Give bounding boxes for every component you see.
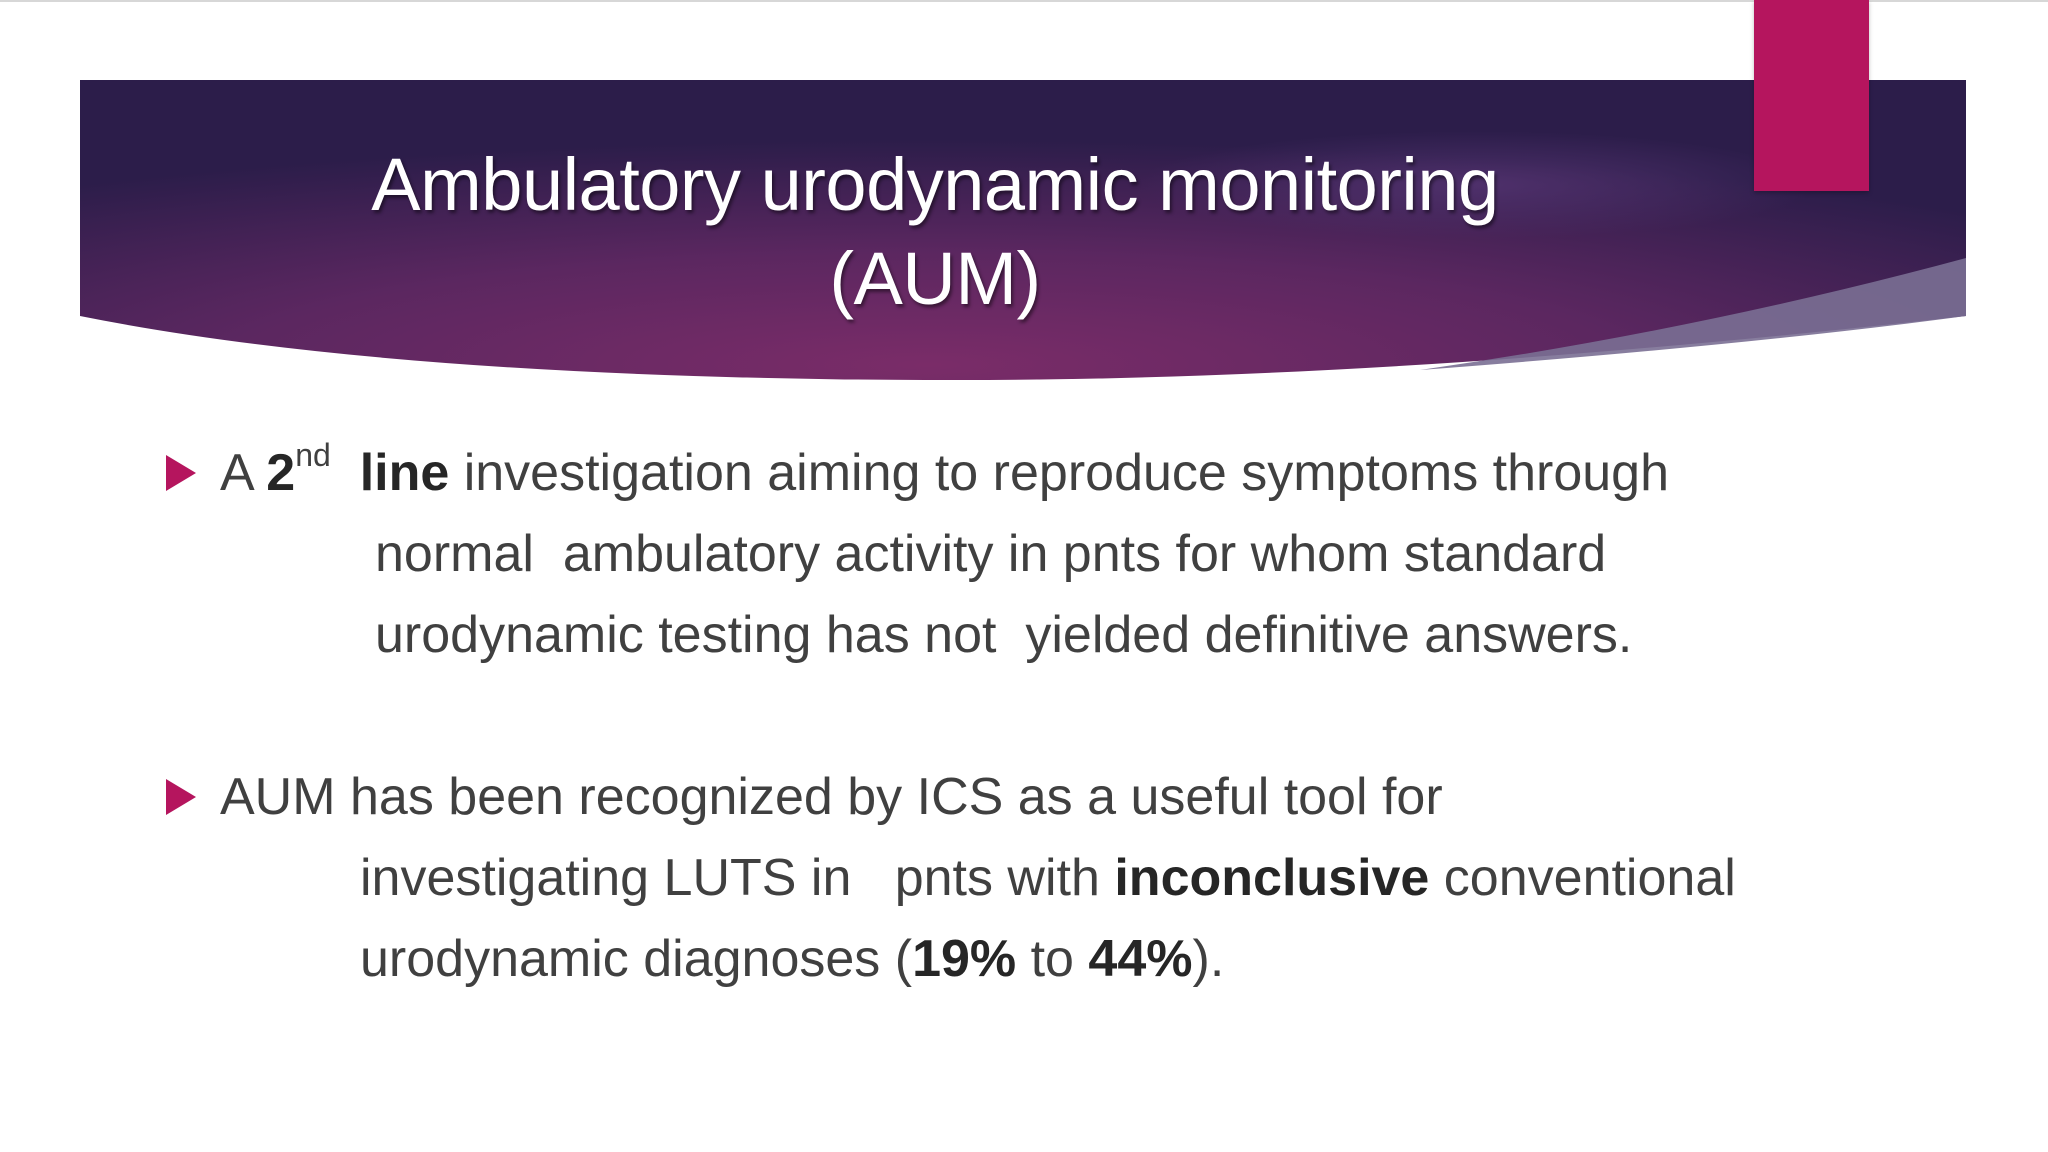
- triangle-bullet-icon: [166, 455, 196, 491]
- bullet-2-text-a: investigating LUTS in pnts with: [360, 849, 1115, 907]
- bullet-2-bold-44: 44%: [1088, 930, 1193, 988]
- bullet-1-line-2: normal ambulatory activity in pnts for whom standard: [375, 525, 1607, 583]
- slide-title: [180, 138, 1690, 326]
- title-line-2: (AUM): [829, 237, 1041, 320]
- bullet-2-line-3: [166, 919, 1736, 1000]
- bullet-1-line-1: [166, 433, 1669, 514]
- bullet-2-line-2: [166, 838, 1736, 919]
- bullet-2-text-to: to: [1016, 930, 1089, 988]
- title-line-1: Ambulatory urodynamic monitoring: [371, 143, 1499, 226]
- bullet-1-bold-line: line: [359, 444, 450, 502]
- bullet-item-2: [166, 757, 1736, 1000]
- bullet-2-line-1: AUM has been recognized by ICS as a useful tool for: [220, 768, 1443, 826]
- bullet-1-line-3: urodynamic testing has not yielded definitive answers.: [375, 606, 1633, 664]
- bullet-1-bold-2: 2: [266, 444, 296, 502]
- bullet-2-bold-19: 19%: [912, 930, 1017, 988]
- bullet-1-text-d: investigation aiming to reproduce symptoms through: [449, 444, 1670, 502]
- triangle-bullet-icon: [166, 779, 196, 815]
- bullet-1-text-a: A: [220, 444, 267, 502]
- bullet-1-superscript: nd: [295, 437, 331, 473]
- accent-tab: [1754, 0, 1869, 191]
- bullet-2-text-end: ).: [1192, 930, 1225, 988]
- bullet-item-1: [166, 433, 1669, 676]
- bullet-2-text-e: urodynamic diagnoses (: [360, 930, 913, 988]
- bullet-2-bold-inconclusive: inconclusive: [1114, 849, 1430, 907]
- bullet-2-text-c: conventional: [1429, 849, 1736, 907]
